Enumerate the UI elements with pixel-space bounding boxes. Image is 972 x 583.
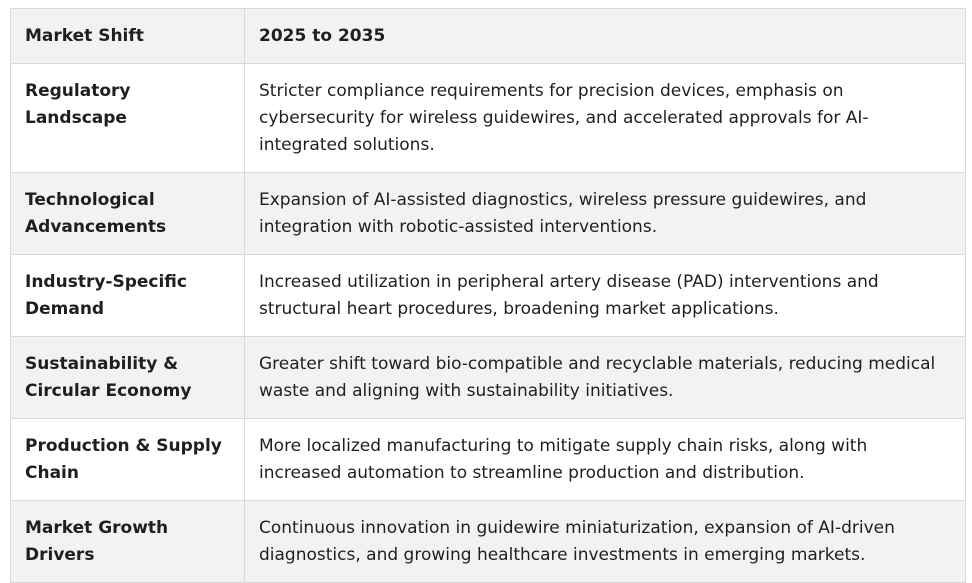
row-description: Expansion of AI-assisted diagnostics, wireless pressure guidewires, and integration with robotic-assisted interventions. <box>245 173 966 255</box>
row-label: Production & Supply Chain <box>11 419 245 501</box>
row-label: Industry-Specific Demand <box>11 255 245 337</box>
header-market-shift: Market Shift <box>11 9 245 64</box>
row-description: Greater shift toward bio-compatible and recyclable materials, reducing medical waste and aligning with sustainability initiatives. <box>245 337 966 419</box>
row-description: Stricter compliance requirements for precision devices, emphasis on cybersecurity for wireless guidewires, and accelerated approvals for AI-integrated solutions. <box>245 64 966 173</box>
row-description: Continuous innovation in guidewire miniaturization, expansion of AI-driven diagnostics, and growing healthcare investments in emerging markets. <box>245 501 966 583</box>
table-row <box>11 501 966 583</box>
row-label: Technological Advancements <box>11 173 245 255</box>
table-row <box>11 419 966 501</box>
table-row <box>11 255 966 337</box>
market-shift-table <box>10 8 966 583</box>
row-description: Increased utilization in peripheral artery disease (PAD) interventions and structural heart procedures, broadening market applications. <box>245 255 966 337</box>
table-row <box>11 173 966 255</box>
market-shift-table-container <box>10 8 965 583</box>
table-row <box>11 337 966 419</box>
table-row <box>11 64 966 173</box>
row-label: Regulatory Landscape <box>11 64 245 173</box>
table-header-row <box>11 9 966 64</box>
row-label: Market Growth Drivers <box>11 501 245 583</box>
header-period: 2025 to 2035 <box>245 9 966 64</box>
row-label: Sustainability & Circular Economy <box>11 337 245 419</box>
row-description: More localized manufacturing to mitigate supply chain risks, along with increased automation to streamline production and distribution. <box>245 419 966 501</box>
